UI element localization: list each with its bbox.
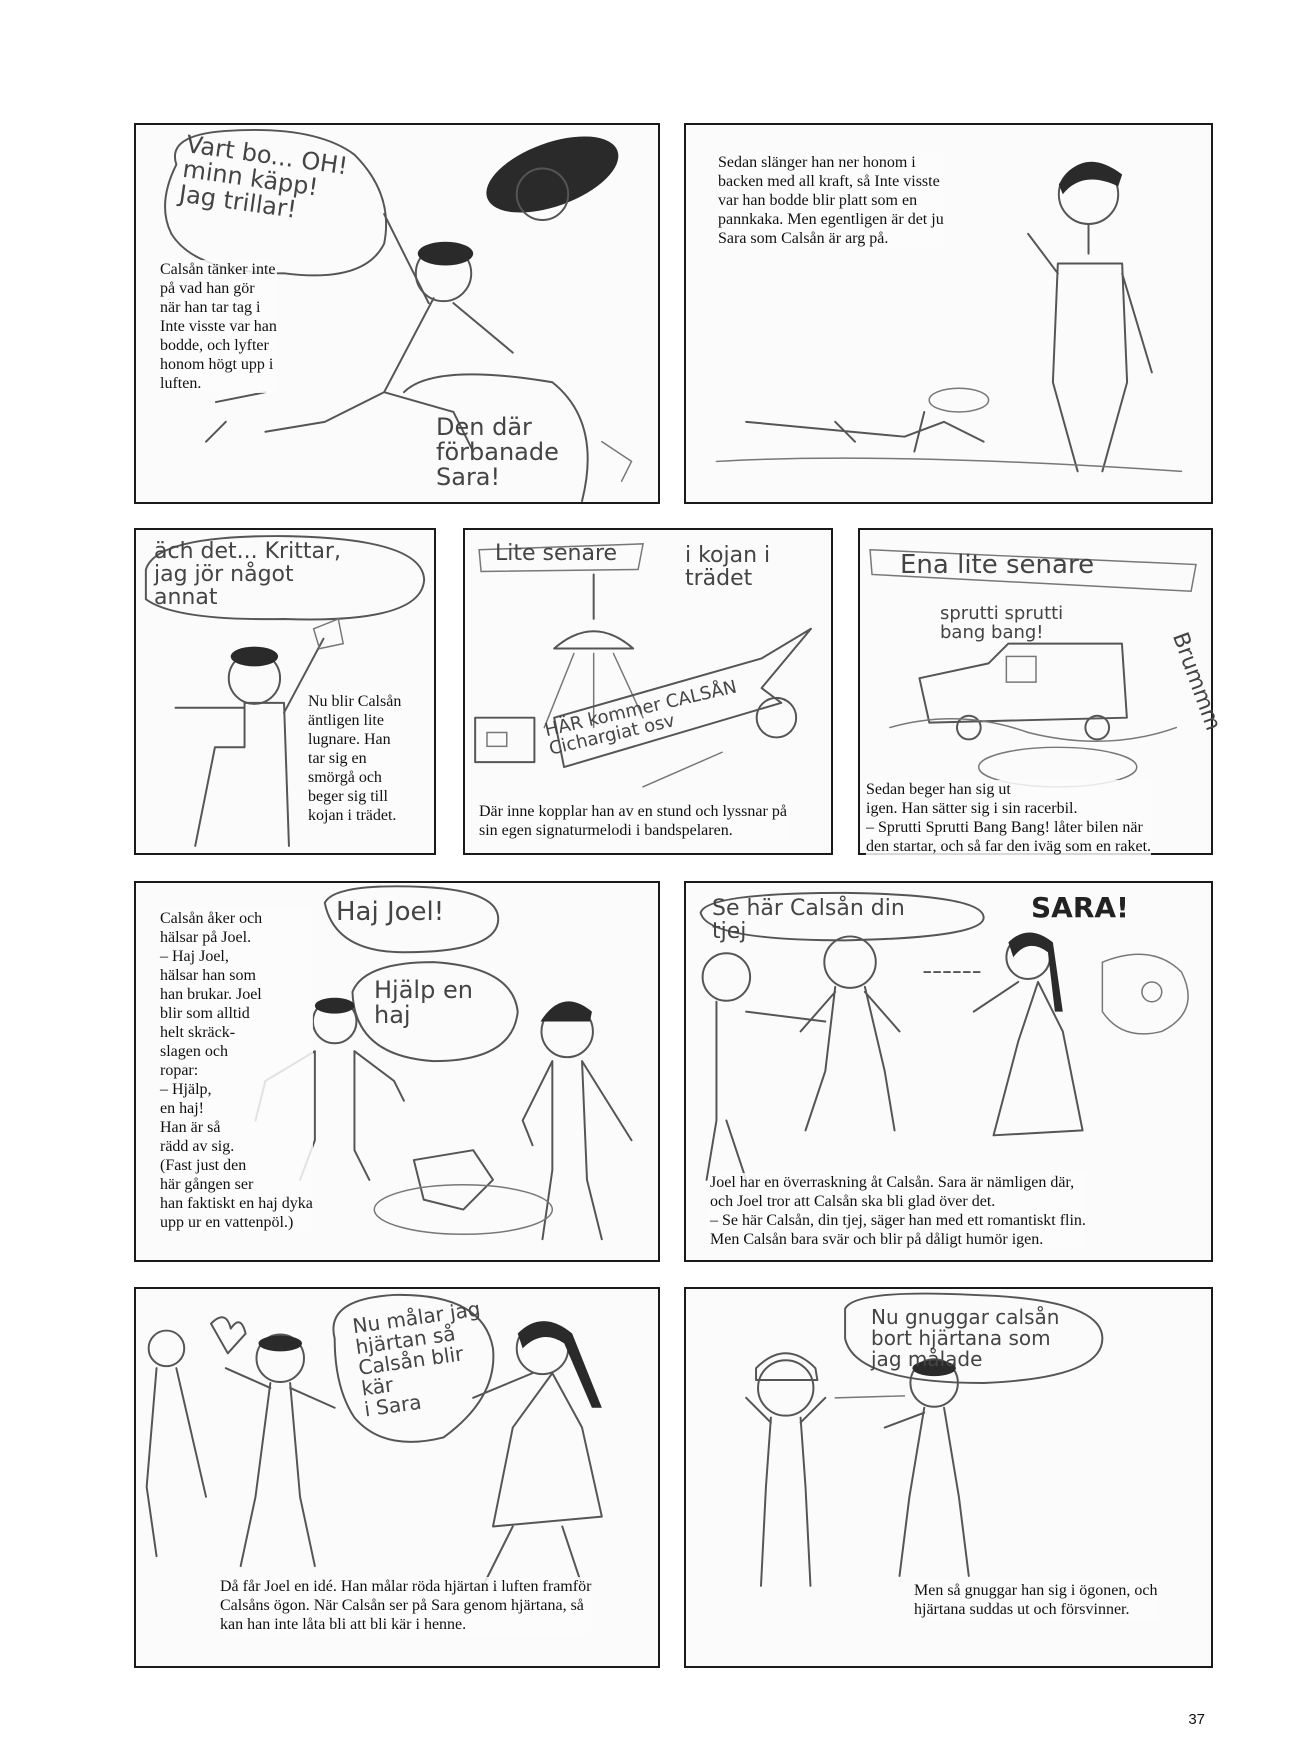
- panel-1-caption: Calsån tänker inte på vad han gör när han tar tag i Inte visste var han bodde, och lyfter honom högt upp i luften.: [160, 261, 277, 392]
- comic-panel-8: [134, 1287, 660, 1668]
- handwritten-text: HÄR kommer CALSÅN Cichargiat osv: [542, 676, 739, 760]
- speech-bubble-text: Haj Joel!: [336, 897, 445, 927]
- comic-panel-7: [684, 881, 1213, 1262]
- speech-bubble-text: Se här Calsån din tjej: [712, 896, 905, 945]
- shout-text: SARA!: [1031, 891, 1129, 924]
- speech-bubble-text: Nu målar jag hjärtan så Calsån blir kär i Sara: [351, 1296, 482, 1422]
- comic-panel-3: [134, 528, 436, 855]
- page-number: 37: [1188, 1711, 1205, 1728]
- handwritten-text: i kojan i trädet: [685, 543, 771, 592]
- panel-8-caption: Då får Joel en idé. Han målar röda hjärtan i luften framför Calsåns ögon. När Calsån ser på Sara genom hjärtana, så kan han inte låta bli att bli kär i henne.: [220, 1578, 592, 1633]
- speech-bubble-text: Vart bo... OH! minn käpp! Jag trillar!: [177, 130, 350, 225]
- speech-bubble-text: Hjälp en haj: [374, 976, 473, 1030]
- handwritten-text: sprutti sprutti bang bang!: [940, 603, 1064, 643]
- handwritten-text: Lite senare: [495, 541, 618, 566]
- comic-panel-6: [134, 881, 660, 1262]
- panel-2-caption: Sedan slänger han ner honom i backen med all kraft, så Inte visste var han bodde blir platt som en pannkaka. Men egentligen är det ju Sara som Calsån är arg på.: [718, 154, 944, 247]
- panel-6-caption: Calsån åker och hälsar på Joel. – Haj Joel, hälsar han som han brukar. Joel blir som alltid helt skräck- slagen och ropar: – Hjälp, en haj! Han är så rädd av sig. (Fast just den här gången ser han faktiskt en haj dyka upp ur en vattenpöl.): [160, 910, 313, 1231]
- panel-3-caption: Nu blir Calsån äntligen lite lugnare. Han tar sig en smörgå och beger sig till kojan i trädet.: [308, 693, 402, 824]
- comic-panel-4: [463, 528, 833, 855]
- panel-5-caption: Sedan beger han sig ut igen. Han sätter sig i sin racerbil. – Sprutti Sprutti Bang Bang! låter bilen när den startar, och så far den iväg som en raket.: [866, 781, 1152, 855]
- panel-7-caption: Joel har en överraskning åt Calsån. Sara är nämligen där, och Joel tror att Calsån ska bli glad över det. – Se här Calsån, din tjej, säger han med ett romantiskt flin. Men Calsån bara svär och blir på dåligt humör igen.: [710, 1174, 1086, 1248]
- speech-bubble-text: äch det... Krittar, jag jör något annat: [154, 539, 341, 611]
- handwritten-text: Ena lite senare: [900, 550, 1095, 580]
- comic-panel-1: [134, 123, 660, 504]
- comic-panel-5: [858, 528, 1226, 855]
- panel-4-caption: Där inne kopplar han av en stund och lyssnar på sin egen signaturmelodi i bandspelaren.: [479, 803, 787, 839]
- handwritten-text: Brummm: [1166, 629, 1226, 734]
- speech-bubble-text: Den där förbanade Sara!: [436, 413, 559, 492]
- comic-panel-2: [684, 123, 1213, 504]
- panel-9-caption: Men så gnuggar han sig i ögonen, och hjärtana suddas ut och försvinner.: [914, 1582, 1158, 1618]
- comic-panel-9: [684, 1287, 1213, 1668]
- speech-bubble-text: Nu gnuggar calsån bort hjärtana som jag målade: [871, 1305, 1060, 1371]
